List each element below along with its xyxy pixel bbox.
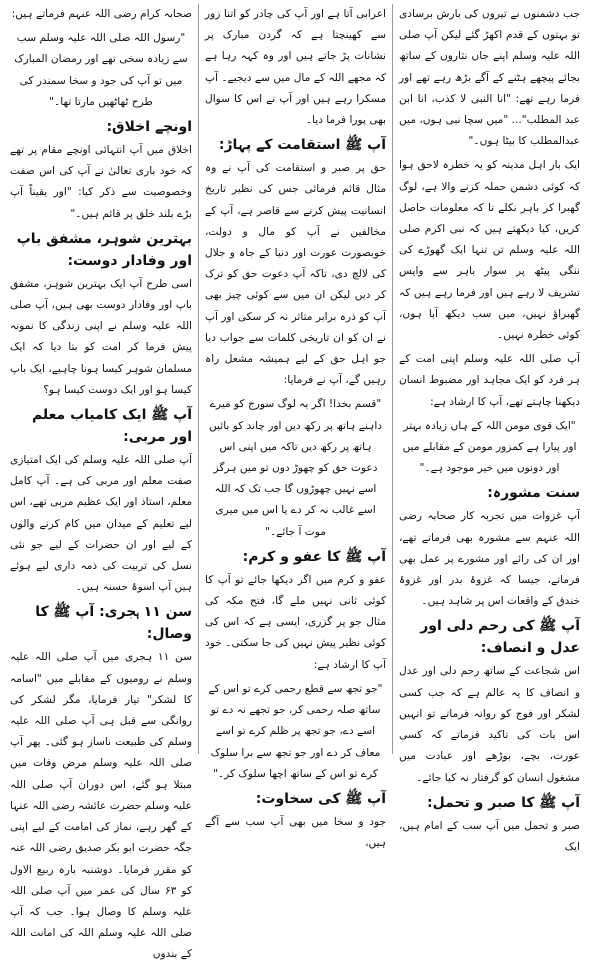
quote-paragraph: "رسول اللہ صلی اللہ علیہ وسلم سب سے زیادہ سخی تھے اور رمضان المبارک میں تو آپ کی جود و سخا سمندر کی طرح ٹھاٹھیں مارتا تھا۔" [14,32,188,108]
body-paragraph: آپ صلی اللہ علیہ وسلم اپنی امت کے ہر فرد کو ایک مجاہد اور مضبوط انسان دیکھنا چاہتے تھے، آپ کا ارشاد ہے: [399,353,580,408]
section-heading: آپ ﷺ کا صبر و تحمل: [426,794,580,811]
section-heading: آپ ﷺ کی رحم دلی اور عدل و انصاف: [420,618,580,657]
body-paragraph: اخلاق میں آپ انتہائی اونچے مقام پر تھے کہ خود باری تعالیٰ نے آپ کی اس صفت وخصوصیت سے ذکر کیا: "اور یقیناً آپ بڑے بلند خلق پر قائم ہیں۔" [10,144,192,220]
quote-paragraph: "قسم بخدا! اگر یہ لوگ سورج کو میرے داہنے ہاتھ پر رکھ دیں اور چاند کو بائیں ہاتھ پر رکھ دیں تاکہ میں اپنی اس دعوت حق کو چھوڑ دوں تو میں ہرگز اسے نہیں چھوڑوں گا جب تک کہ اللہ اسے غالب نہ کر دے یا اس میں میری موت آ جائے۔" [208,398,383,538]
body-paragraph: اس شجاعت کے ساتھ رحم دلی اور عدل و انصاف کا یہ عالم ہے کہ جب کسی لشکر اور فوج کو روانہ فرماتے تو انہیں اس بات کی تاکید فرماتے کہ کسی عورت، بچے، بوڑھے اور عبادت میں مشغول انسان کو گرفتار نہ کیا جائے۔ [399,665,580,784]
body-paragraph: عفو و کرم میں اگر دیکھا جائے تو آپ کا کوئی ثانی نہیں ملے گا، فتح مکہ کی مثال جو پر گزری، ایسی ہے کہ اس کی کوئی نظیر پیش نہیں کی جا سکتی۔ خود آپ کا ارشاد ہے: [205,573,386,671]
body-paragraph: جود و سخا میں بھی آپ سب سے آگے ہیں، [205,815,386,850]
text-column-middle [198,4,392,850]
section-heading: آپ ﷺ کا عفو و کرم: [242,548,386,565]
body-paragraph: ایک بار اہل مدینہ کو یہ خطرہ لاحق ہوا کہ کوئی دشمن حملہ کرنے والا ہے، لوگ گھبرا کر باہر نکلے تا کہ معلومات حاصل کریں، کیا دیکھتے ہیں کہ نبی اکرم صلی اللہ علیہ وسلم تن تنہا ایک گھوڑے کی ننگی پیٹھ پر سوار باہر سے واپس تشریف لا رہے ہیں اور فرما رہے ہیں کہ گھبراؤ نہیں، میں سب دیکھ آیا ہوں، کوئی خطرہ نہیں۔ [399,159,580,342]
section-heading: سنت مشورہ: [487,485,580,502]
body-paragraph: جب دشمنوں نے تیروں کی بارش برسادی تو بہتوں کے قدم اکھڑ گئے لیکن آپ صلی اللہ علیہ وسلم اپنے جاں نثاروں کے ساتھ بجائے پیچھے ہٹنے کے آگے بڑھ رہے تھے اور فرما رہے تھے: "انا النبی لا کذب، انا ابن عبد المطلب"... "میں سچا نبی ہوں، میں عبدالمطلب کا بیٹا ہوں۔" [399,8,580,148]
section-heading: آپ ﷺ ایک کامیاب معلم اور مربی: [31,407,192,446]
body-paragraph: آپ صلی اللہ علیہ وسلم کی ایک امتیازی صفت معلم اور مربی کی ہے۔ آپ کامل معلم، استاذ اور ایک عظیم مربی تھے، اس لیے تعلیم کے میدان میں کام کرنے والوں کے لیے اور ان حضرات کے لیے جو نئی نسل کی تربیت کی ذمہ داری لیے ہوئے ہیں آپ اسوۂ حسنہ ہیں۔ [10,454,192,594]
section-heading: آپ ﷺ استقامت کے پہاڑ: [218,137,386,154]
text-column-left [4,4,198,961]
section-heading: سن ۱۱ ہجری: آپ ﷺ کا وصال: [35,604,192,643]
section-heading: بہترین شوہر، مشفق باپ اور وفادار دوست: [16,230,192,269]
body-paragraph: صحابہ کرام رضی اللہ عنہم فرماتے ہیں: [11,8,192,20]
body-paragraph: اسی طرح آپ ایک بہترین شوہر، مشفق باپ اور وفادار دوست بھی ہیں، آپ صلی اللہ علیہ وسلم نے اپنی زندگی کا نمونہ پیش فرما کر امت کو بتا دیا کہ ایک مسلمان شوہر کیسا ہونا چاہیے، ایک باپ کیسا ہو اور ایک دوست کیسا ہو؟ [10,277,192,396]
body-paragraph: آپ غزوات میں تجربہ کار صحابہ رضی اللہ عنہم سے مشورہ بھی فرماتے تھے، اور ان کی رائے اور مشورے پر عمل بھی فرماتے، جیسا کہ غزوۂ بدر اور غزوۂ خندق کے واقعات اس پر شاہد ہیں۔ [399,510,580,608]
section-heading: اونچے اخلاق: [106,119,192,136]
body-paragraph: صبر و تحمل میں آپ سب کے امام ہیں، ایک [399,819,580,853]
quote-paragraph: "ایک قوی مومن اللہ کے ہاں زیادہ بہتر اور پیارا ہے کمزور مومن کے مقابلے میں اور دونوں میں خیر موجود ہے۔" [402,419,577,475]
body-paragraph: حق پر صبر و استقامت کی آپ نے وہ مثال قائم فرمائی جس کی نظیر تاریخ انسانیت پیش کرنے سے قاصر ہے، آپ کے مخالفین نے آپ کو مال و دولت، خوبصورت عورت اور دنیا کے جاہ و جلال کی لالچ دی، تاکہ آپ دعوت حق کو ترک کر دیں لیکن ان میں سے کوئی چیز بھی آپ کو ذرہ برابر متاثر نہ کر سکی اور آپ نے ان کو ان تاریخی کلمات سے جواب دیا جو اہل حق کے لیے ہمیشہ مشعل راہ رہیں گے، آپ نے فرمایا: [205,162,386,387]
text-column-right [392,4,586,853]
quote-paragraph: "جو تجھ سے قطع رحمی کرے تو اس کے ساتھ صلہ رحمی کر، جو تجھے نہ دے تو اسے دے، جو تجھ پر ظلم کرے تو اسے معاف کر دے اور جو تجھ سے برا سلوک کرے تو اس کے ساتھ اچھا سلوک کر۔" [208,682,383,780]
body-paragraph: سن ۱۱ ہجری میں آپ صلی اللہ علیہ وسلم نے رومیوں کے مقابلے میں "اسامہ کا لشکر" تیار فرمایا، مگر لشکر کی روانگی سے قبل ہی آپ صلی اللہ علیہ وسلم کی طبیعت ناساز ہو گئی۔ پھر آپ صلی اللہ علیہ وسلم مرض وفات میں مبتلا ہو گئے، اس دوران آپ صلی اللہ علیہ وسلم حضرت عائشہ رضی اللہ عنہا کے گھر رہے، نماز کی امامت کے لیے اپنی جگہ حضرت ابو بکر صدیق رضی اللہ عنہ کو مقرر فرمایا۔ دوشنبہ بارہ ربیع الاول کو ۶۳ سال کی عمر میں آپ صلی اللہ علیہ وسلم کا وصال ہوا۔ جب کہ آپ صلی اللہ علیہ وسلم اللہ کی امانت اللہ کے بندوں [10,651,192,961]
section-heading: آپ ﷺ کی سخاوت: [255,790,386,807]
body-paragraph: اعرابی آتا ہے اور آپ کی چادر کو اتنا زور سے کھینچتا ہے کہ گردن مبارک پر نشانات پڑ جاتے ہیں اور وہ کہہ رہا ہے کہ مجھے اللہ کے مال میں سے دیجیے۔ آپ مسکرا رہے ہیں اور آپ نے اس کا سوال بھی پورا فرما دیا۔ [205,8,386,127]
